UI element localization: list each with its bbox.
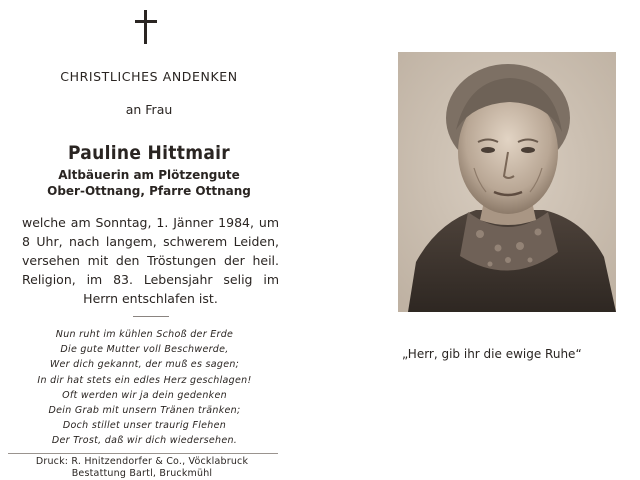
- poem-line: Doch stillet unser traurig Flehen: [62, 420, 227, 432]
- card-heading: CHRISTLICHES ANDENKEN: [60, 69, 238, 84]
- parish-line: Ober-Ottnang, Pfarre Ottnang: [47, 184, 251, 198]
- poem-line: Oft werden wir ja dein gedenken: [62, 389, 227, 401]
- divider: [133, 316, 169, 317]
- occupation-line: Altbäuerin am Plötzengute: [58, 168, 240, 182]
- paragraph-line: versehen mit den Tröstungen der heil.: [22, 253, 279, 268]
- paragraph-line: 8 Uhr, nach langem, schwerem Leiden,: [22, 234, 279, 249]
- dedication: an Frau: [125, 102, 173, 117]
- undertaker-line: Bestattung Bartl, Bruckmühl: [71, 468, 213, 479]
- photo-caption: „Herr, gib ihr die ewige Ruhe“: [402, 347, 582, 361]
- paragraph-line: Religion, im 83. Lebensjahr selig im: [22, 272, 279, 287]
- footer-divider: [8, 453, 278, 454]
- deceased-name: Pauline Hittmair: [67, 142, 231, 164]
- printer-credits: [12, 456, 272, 480]
- memorial-poem: [12, 327, 277, 449]
- printer-line: Druck: R. Hnitzendorfer & Co., Vöcklabruck: [35, 456, 249, 467]
- poem-line: Dein Grab mit unsern Tränen tränken;: [48, 405, 241, 417]
- poem-line: Die gute Mutter voll Beschwerde,: [60, 344, 229, 356]
- memorial-text-column: [22, 0, 295, 479]
- paragraph-line: welche am Sonntag, 1. Jänner 1984, um: [22, 215, 279, 230]
- poem-line: In dir hat stets ein edles Herz geschlagen!: [37, 374, 252, 386]
- poem-line: Nun ruht im kühlen Schoß der Erde: [55, 329, 234, 340]
- death-notice-paragraph: [22, 213, 279, 308]
- cross-icon: [135, 10, 157, 44]
- portrait-photo: [398, 52, 616, 312]
- poem-line: Der Trost, daß wir dich wiedersehen.: [51, 435, 238, 447]
- poem-line: Wer dich gekannt, der muß es sagen;: [49, 359, 240, 371]
- paragraph-line: Herrn entschlafen ist.: [83, 291, 218, 306]
